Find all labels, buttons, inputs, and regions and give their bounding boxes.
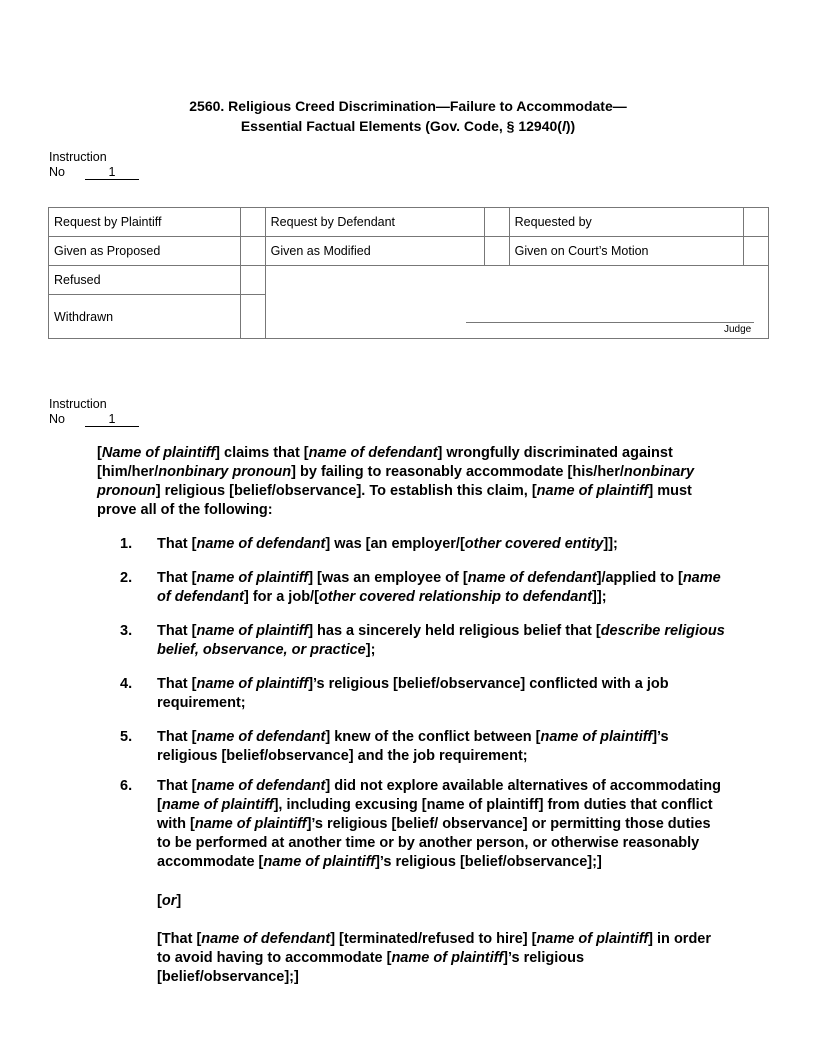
text-span: ] was [an employer/[ <box>325 536 465 552</box>
judge-signature-area[interactable] <box>265 266 768 339</box>
text-span: ] [terminated/refused to hire] [ <box>330 931 537 947</box>
text-span: name of plaintiff <box>263 854 376 870</box>
text-span: ], including excusing [name of plaintiff] from duties that conflict with [ <box>157 797 713 832</box>
text-span: name of defendant <box>196 778 326 794</box>
instruction-title <box>0 96 816 136</box>
text-span: name of defendant <box>308 445 438 461</box>
text-span: nonbinary pronoun <box>97 464 695 499</box>
text-span: [That [ <box>157 931 202 947</box>
text-span: other covered relationship to defendant <box>318 589 593 605</box>
element-text <box>157 535 727 554</box>
judge-signature-line <box>466 322 754 323</box>
element-text <box>157 569 727 607</box>
given-as-proposed-label: Given as Proposed <box>49 237 241 266</box>
title-line-2 <box>0 116 816 136</box>
text-span: [ <box>97 445 102 461</box>
requested-by-checkbox[interactable] <box>744 208 769 237</box>
element-number: 1. <box>120 536 133 552</box>
text-span: ] by failing to reasonably accommodate [his/her/ <box>291 464 624 480</box>
element-6-alternative <box>157 930 727 987</box>
element-text <box>157 622 727 660</box>
text-span: ]’s religious [belief/observance] conflicted with a job requirement; <box>157 676 669 711</box>
text-span: ] wrongfully discriminated against [him/her/ <box>97 445 673 480</box>
request-by-plaintiff-checkbox[interactable] <box>240 208 265 237</box>
text-span: ] claims that [ <box>215 445 309 461</box>
request-by-plaintiff-label: Request by Plaintiff <box>49 208 241 237</box>
element-number: 2. <box>120 570 133 586</box>
withdrawn-label: Withdrawn <box>49 295 241 339</box>
text-span: Name of plaintiff <box>101 445 216 461</box>
text-span: ] <box>176 893 182 909</box>
text-span: ] religious [belief/observance]. To establish this claim, [ <box>155 483 537 499</box>
text-span: nonbinary pronoun <box>158 464 292 480</box>
instruction-number-block-top <box>49 150 139 180</box>
element-text <box>157 728 727 766</box>
intro-paragraph <box>97 444 697 520</box>
refused-checkbox[interactable] <box>240 266 265 295</box>
text-span: ]; <box>365 642 376 658</box>
text-span: ]]; <box>603 536 618 552</box>
given-as-modified-checkbox[interactable] <box>484 237 509 266</box>
instruction-number-2: 1 <box>85 412 139 427</box>
text-span: ]’s religious [belief/observance];] <box>375 854 602 870</box>
withdrawn-checkbox[interactable] <box>240 295 265 339</box>
text-span: name of defendant <box>467 570 597 586</box>
text-span: ]’s religious [belief/ observance] or permitting those duties to be performed at another time or by another person, or otherwise reasonably accommodate [ <box>157 816 711 870</box>
text-span: name of plaintiff <box>194 816 307 832</box>
text-span: ] in order to avoid having to accommodate [ <box>157 931 712 966</box>
request-by-defendant-checkbox[interactable] <box>484 208 509 237</box>
element-text <box>97 444 697 520</box>
text-span: ] has a sincerely held religious belief that [ <box>308 623 601 639</box>
instruction-number: 1 <box>85 165 139 180</box>
request-by-defendant-label: Request by Defendant <box>265 208 484 237</box>
title-line-2-italic: l <box>561 118 566 134</box>
element-number: 6. <box>120 778 133 794</box>
refused-label: Refused <box>49 266 241 295</box>
text-span: or <box>161 893 177 909</box>
requested-by-label: Requested by <box>509 208 743 237</box>
given-on-courts-motion-checkbox[interactable] <box>744 237 769 266</box>
instruction-label: Instruction <box>49 150 107 164</box>
text-span: name of defendant <box>196 536 326 552</box>
element-text <box>157 675 727 713</box>
element-text <box>157 777 727 987</box>
text-span: name of plaintiff <box>161 797 274 813</box>
text-span: name of plaintiff <box>540 729 653 745</box>
given-as-modified-label: Given as Modified <box>265 237 484 266</box>
text-span: That [ <box>157 729 197 745</box>
text-span: name of plaintiff <box>196 570 309 586</box>
text-span: That [ <box>157 676 197 692</box>
given-on-courts-motion-label: Given on Court’s Motion <box>509 237 743 266</box>
text-span: ] knew of the conflict between [ <box>325 729 541 745</box>
instruction-number-block-bottom <box>49 397 139 427</box>
text-span: ] did not explore available alternatives of accommodating [ <box>157 778 722 813</box>
title-line-2-text: Essential Factual Elements (Gov. Code, § 12940( <box>240 118 562 134</box>
request-table <box>48 207 769 339</box>
text-span: name of defendant <box>196 729 326 745</box>
text-span: That [ <box>157 778 197 794</box>
text-span: ] for a job/[ <box>244 589 319 605</box>
title-line-2-end: )) <box>565 118 576 134</box>
text-span: name of plaintiff <box>536 483 649 499</box>
text-span: name of plaintiff <box>196 676 309 692</box>
text-span: name of plaintiff <box>536 931 649 947</box>
text-span: name of plaintiff <box>196 623 309 639</box>
text-span: describe religious belief, observance, or practice <box>157 623 725 658</box>
or-connector <box>157 892 727 911</box>
judge-label: Judge <box>724 324 752 335</box>
text-span: That [ <box>157 623 197 639</box>
text-span: ]’s religious [belief/observance];] <box>157 950 585 985</box>
text-span: ]’s religious [belief/observance] and the job requirement; <box>157 729 669 764</box>
text-span: name of defendant <box>157 570 721 605</box>
text-span: other covered entity <box>464 536 604 552</box>
element-number: 4. <box>120 676 133 692</box>
text-span: That [ <box>157 570 197 586</box>
title-line-1: 2560. Religious Creed Discrimination—Failure to Accommodate— <box>189 98 627 114</box>
instruction-no-row <box>49 165 139 180</box>
text-span: [ <box>157 893 162 909</box>
text-span: ] [was an employee of [ <box>308 570 468 586</box>
text-span: name of plaintiff <box>391 950 504 966</box>
text-span: ]/applied to [ <box>596 570 683 586</box>
no-label: No <box>49 165 65 179</box>
element-number: 5. <box>120 729 133 745</box>
text-span: name of defendant <box>201 931 331 947</box>
element-number: 3. <box>120 623 133 639</box>
instruction-no-row-2 <box>49 412 139 427</box>
instruction-label-2: Instruction <box>49 397 107 411</box>
given-as-proposed-checkbox[interactable] <box>240 237 265 266</box>
text-span: ] must prove all of the following: <box>97 483 692 518</box>
text-span: ]]; <box>592 589 607 605</box>
no-label-2: No <box>49 412 65 426</box>
text-span: That [ <box>157 536 197 552</box>
